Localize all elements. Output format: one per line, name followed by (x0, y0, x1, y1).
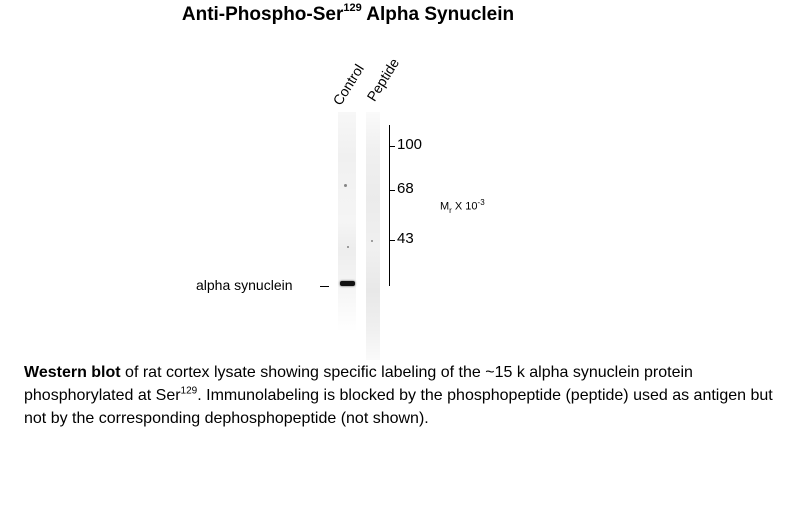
blot-lane-peptide (366, 112, 380, 360)
mr-superscript: -3 (477, 198, 485, 207)
marker-label-100: 100 (397, 136, 423, 153)
mr-main: M (440, 200, 450, 213)
alpha-synuclein-band (340, 281, 355, 286)
blot-speck (371, 240, 373, 242)
blot-lane-control (338, 112, 356, 332)
mr-times: X 10 (451, 200, 478, 213)
title-text-after: Alpha Synuclein (361, 4, 515, 25)
mr-subscript: r (449, 205, 452, 215)
band-label-dash (320, 286, 329, 287)
marker-label-68: 68 (397, 180, 414, 197)
marker-tick-68 (390, 190, 395, 191)
caption-part2: . Immunolabeling is blocked by the phosphopeptide (peptide) used as antigen but not by the corresponding dephosphopeptide (not shown). (24, 387, 773, 427)
marker-scale-line (389, 125, 390, 286)
mr-axis-label (440, 198, 485, 215)
marker-tick-100 (390, 146, 395, 147)
caption-superscript: 129 (180, 385, 198, 397)
lane-label-peptide: Peptide (363, 55, 403, 104)
title-superscript: 129 (343, 1, 362, 14)
title-text: Anti-Phospho-Ser (181, 4, 344, 25)
figure-caption (24, 361, 784, 430)
marker-label-43: 43 (397, 230, 414, 247)
caption-part1: of rat cortex lysate showing specific labeling of the ~15 k alpha synuclein protein phosphorylated at Ser (24, 364, 693, 404)
caption-bold: Western blot (24, 364, 121, 381)
lane-label-control: Control (329, 61, 367, 108)
band-label: alpha synuclein (196, 277, 293, 293)
figure-title (0, 1, 696, 26)
marker-tick-43 (390, 240, 395, 241)
blot-speck (347, 246, 349, 248)
blot-speck (344, 184, 347, 187)
